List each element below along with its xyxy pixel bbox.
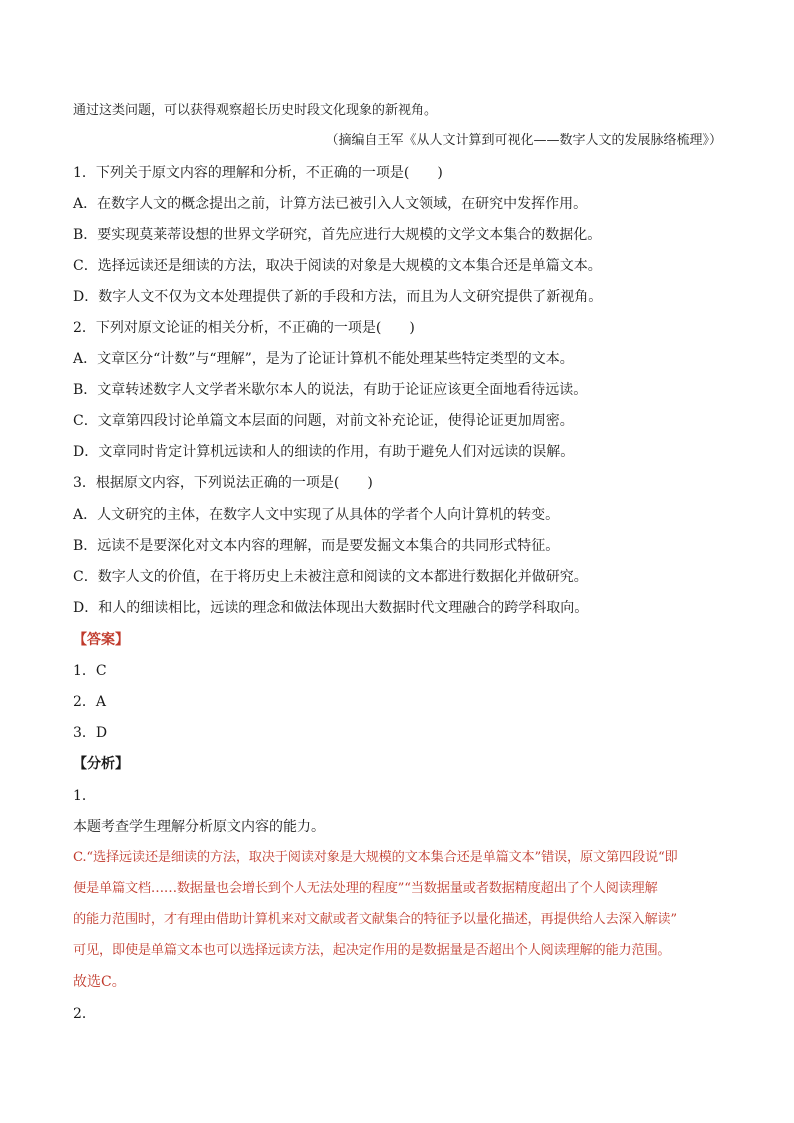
analysis-number-1: 1． [73,788,96,804]
question-1-option-a: A．在数字人文的概念提出之前，计算方法已被引入人文领域，在研究中发挥作用。 [73,196,588,212]
question-2-option-c: C．文章第四段讨论单篇文本层面的问题，对前文补充论证，使得论证更加周密。 [73,413,574,429]
passage-source: （摘编自王军《从人文计算到可视化——数字人文的发展脉络梳理》） [325,133,722,148]
question-1-stem: 1．下列关于原文内容的理解和分析，不正确的一项是( ) [73,165,443,181]
question-2-option-b: B．文章转述数字人文学者米歇尔本人的说法，有助于论证应该更全面地看待远读。 [73,382,588,398]
question-2-stem: 2．下列对原文论证的相关分析，不正确的一项是( ) [73,320,415,336]
question-1-option-b: B．要实现莫莱蒂设想的世界文学研究，首先应进行大规模的文学文本集合的数据化。 [73,227,602,243]
passage-tail: 通过这类问题，可以获得观察超长历史时段文化现象的新视角。 [73,103,438,118]
question-2-option-d: D．文章同时肯定计算机远读和人的细读的作用，有助于避免人们对远读的误解。 [73,444,575,460]
analysis-c-line-1: C.“选择远读还是细读的方法，取决于阅读对象是大规模的文本集合还是单篇文本”错误，原文第四段说“即 [73,850,678,865]
answer-heading: 【答案】 [73,632,129,648]
analysis-c-line-2: 便是单篇文档……数据量也会增长到个人无法处理的程度”“当数据量或者数据精度超出了个人阅读理解 [73,881,658,896]
analysis-c-line-5: 故选C。 [73,974,126,990]
question-1-option-d: D．数字人文不仅为文本处理提供了新的手段和方法，而且为人文研究提供了新视角。 [73,289,603,305]
analysis-c-line-4: 可见，即使是单篇文本也可以选择远读方法，起决定作用的是数据量是否超出个人阅读理解的能力范围。 [73,943,671,958]
question-3-option-b: B．远读不是要深化对文本内容的理解，而是要发掘文本集合的共同形式特征。 [73,538,560,554]
question-3-stem: 3．根据原文内容，下列说法正确的一项是( ) [73,475,373,491]
analysis-number-2: 2． [73,1006,96,1022]
question-3-option-c: C．数字人文的价值，在于将历史上未被注意和阅读的文本都进行数据化并做研究。 [73,569,588,585]
analysis-heading: 【分析】 [73,756,129,772]
question-3-option-d: D．和人的细读相比，远读的理念和做法体现出大数据时代文理融合的跨学科取向。 [73,600,589,616]
question-1-option-c: C．选择远读还是细读的方法，取决于阅读的对象是大规模的文本集合还是单篇文本。 [73,258,602,274]
answer-item-2: 2．A [73,694,107,710]
analysis-intro: 本题考查学生理解分析原文内容的能力。 [73,819,325,835]
question-2-option-a: A．文章区分“计数”与“理解”，是为了论证计算机不能处理某些特定类型的文本。 [73,351,574,367]
analysis-c-line-3: 的能力范围时，才有理由借助计算机来对文献或者文献集合的特征予以量化描述，再提供给人去深入解读” [73,912,677,927]
answer-item-1: 1．C [73,663,107,679]
answer-item-3: 3．D [73,725,108,741]
question-3-option-a: A．人文研究的主体，在数字人文中实现了从具体的学者个人向计算机的转变。 [73,507,560,523]
